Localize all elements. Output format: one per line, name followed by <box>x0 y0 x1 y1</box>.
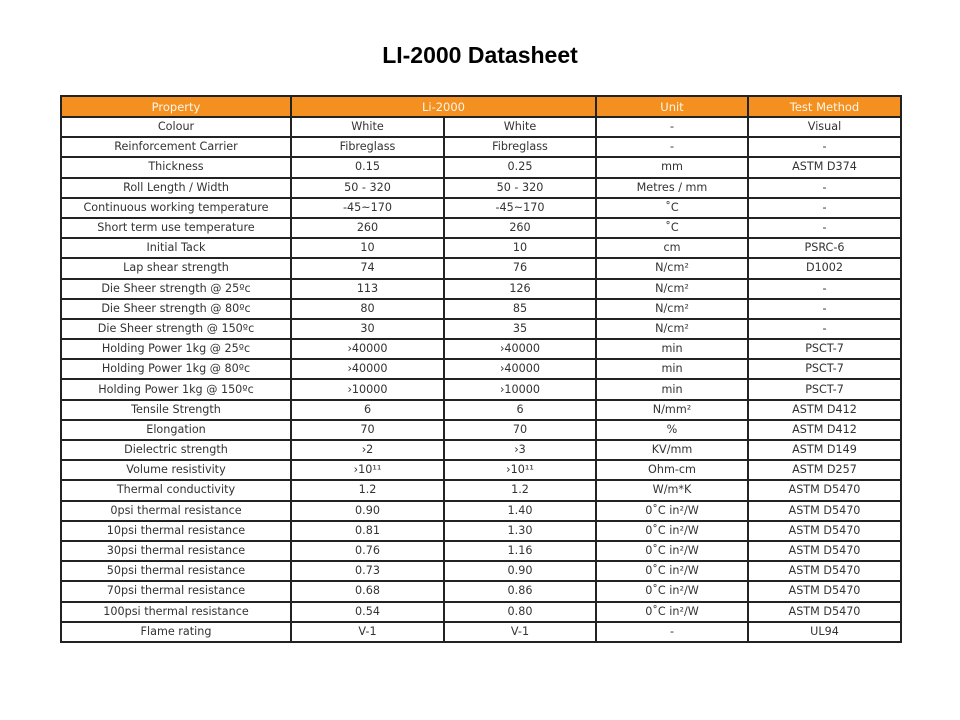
cell-test-method: D1002 <box>748 258 901 278</box>
cell-property: Holding Power 1kg @ 150ºc <box>61 379 291 399</box>
cell-unit: N/cm² <box>596 299 748 319</box>
cell-value-1: 0.54 <box>291 602 444 622</box>
table-row <box>61 521 901 541</box>
cell-property: Die Sheer strength @ 25ºc <box>61 279 291 299</box>
cell-unit: min <box>596 379 748 399</box>
cell-test-method: ASTM D149 <box>748 440 901 460</box>
table-row <box>61 117 901 137</box>
cell-test-method: ASTM D5470 <box>748 521 901 541</box>
cell-unit: N/cm² <box>596 279 748 299</box>
cell-property: Die Sheer strength @ 150ºc <box>61 319 291 339</box>
cell-test-method: PSCT-7 <box>748 379 901 399</box>
cell-unit: Metres / mm <box>596 178 748 198</box>
header-product: Li-2000 <box>291 96 596 117</box>
table-row <box>61 137 901 157</box>
table-row <box>61 319 901 339</box>
cell-value-2: ›10000 <box>444 379 596 399</box>
cell-value-1: 260 <box>291 218 444 238</box>
cell-test-method: - <box>748 137 901 157</box>
table-row <box>61 501 901 521</box>
cell-value-1: 30 <box>291 319 444 339</box>
table-body <box>61 117 901 642</box>
cell-value-2: ›40000 <box>444 359 596 379</box>
cell-value-2: 50 - 320 <box>444 178 596 198</box>
cell-value-2: 0.90 <box>444 561 596 581</box>
cell-test-method: Visual <box>748 117 901 137</box>
cell-value-2: 260 <box>444 218 596 238</box>
cell-value-1: 113 <box>291 279 444 299</box>
cell-value-1: ›2 <box>291 440 444 460</box>
cell-value-2: Fibreglass <box>444 137 596 157</box>
cell-value-2: 1.16 <box>444 541 596 561</box>
cell-unit: 0˚C in²/W <box>596 581 748 601</box>
cell-property: Initial Tack <box>61 238 291 258</box>
cell-test-method: ASTM D5470 <box>748 561 901 581</box>
cell-property: Volume resistivity <box>61 460 291 480</box>
cell-unit: % <box>596 420 748 440</box>
cell-property: Continuous working temperature <box>61 198 291 218</box>
cell-value-1: Fibreglass <box>291 137 444 157</box>
table-header-row <box>61 96 901 117</box>
cell-value-1: 0.81 <box>291 521 444 541</box>
cell-value-1: 80 <box>291 299 444 319</box>
cell-unit: W/m*K <box>596 480 748 500</box>
datasheet-table <box>60 95 902 643</box>
cell-unit: - <box>596 137 748 157</box>
cell-property: 70psi thermal resistance <box>61 581 291 601</box>
cell-value-2: 1.30 <box>444 521 596 541</box>
cell-unit: mm <box>596 157 748 177</box>
cell-test-method: ASTM D257 <box>748 460 901 480</box>
cell-test-method: - <box>748 279 901 299</box>
cell-test-method: ASTM D5470 <box>748 541 901 561</box>
table-row <box>61 561 901 581</box>
cell-test-method: PSCT-7 <box>748 339 901 359</box>
cell-value-2: 1.40 <box>444 501 596 521</box>
cell-value-1: 70 <box>291 420 444 440</box>
cell-property: 0psi thermal resistance <box>61 501 291 521</box>
cell-value-2: ›3 <box>444 440 596 460</box>
cell-value-1: 0.90 <box>291 501 444 521</box>
cell-unit: ˚C <box>596 198 748 218</box>
table-row <box>61 400 901 420</box>
cell-unit: ˚C <box>596 218 748 238</box>
cell-value-1: V-1 <box>291 622 444 642</box>
cell-property: Dielectric strength <box>61 440 291 460</box>
header-unit: Unit <box>596 96 748 117</box>
table-row <box>61 339 901 359</box>
cell-value-1: 6 <box>291 400 444 420</box>
cell-value-2: 35 <box>444 319 596 339</box>
cell-property: Thickness <box>61 157 291 177</box>
cell-test-method: PSCT-7 <box>748 359 901 379</box>
table-row <box>61 258 901 278</box>
cell-value-2: 126 <box>444 279 596 299</box>
table-row <box>61 279 901 299</box>
cell-test-method: - <box>748 198 901 218</box>
cell-value-2: -45~170 <box>444 198 596 218</box>
cell-unit: 0˚C in²/W <box>596 602 748 622</box>
cell-unit: - <box>596 117 748 137</box>
cell-value-1: 74 <box>291 258 444 278</box>
cell-property: Colour <box>61 117 291 137</box>
cell-test-method: - <box>748 319 901 339</box>
table-row <box>61 541 901 561</box>
table-row <box>61 622 901 642</box>
cell-value-1: ›10000 <box>291 379 444 399</box>
cell-value-2: ›10¹¹ <box>444 460 596 480</box>
cell-property: Roll Length / Width <box>61 178 291 198</box>
table-row <box>61 460 901 480</box>
cell-test-method: - <box>748 178 901 198</box>
cell-property: Thermal conductivity <box>61 480 291 500</box>
cell-value-2: 85 <box>444 299 596 319</box>
table-row <box>61 602 901 622</box>
cell-unit: 0˚C in²/W <box>596 521 748 541</box>
cell-test-method: ASTM D5470 <box>748 602 901 622</box>
cell-property: Lap shear strength <box>61 258 291 278</box>
cell-unit: N/cm² <box>596 319 748 339</box>
cell-unit: min <box>596 339 748 359</box>
table-row <box>61 420 901 440</box>
table-row <box>61 198 901 218</box>
cell-value-2: 10 <box>444 238 596 258</box>
cell-unit: - <box>596 622 748 642</box>
cell-value-1: 0.15 <box>291 157 444 177</box>
cell-value-1: 1.2 <box>291 480 444 500</box>
cell-value-2: 0.25 <box>444 157 596 177</box>
cell-test-method: ASTM D5470 <box>748 501 901 521</box>
cell-property: Elongation <box>61 420 291 440</box>
cell-value-2: ›40000 <box>444 339 596 359</box>
cell-test-method: ASTM D374 <box>748 157 901 177</box>
cell-property: 30psi thermal resistance <box>61 541 291 561</box>
cell-property: Die Sheer strength @ 80ºc <box>61 299 291 319</box>
table-row <box>61 218 901 238</box>
cell-value-1: ›40000 <box>291 339 444 359</box>
cell-unit: 0˚C in²/W <box>596 501 748 521</box>
table-row <box>61 379 901 399</box>
cell-unit: cm <box>596 238 748 258</box>
cell-unit: 0˚C in²/W <box>596 561 748 581</box>
cell-value-2: 0.80 <box>444 602 596 622</box>
cell-value-2: White <box>444 117 596 137</box>
cell-test-method: UL94 <box>748 622 901 642</box>
cell-value-1: ›10¹¹ <box>291 460 444 480</box>
cell-value-2: V-1 <box>444 622 596 642</box>
cell-test-method: ASTM D412 <box>748 400 901 420</box>
cell-property: 50psi thermal resistance <box>61 561 291 581</box>
cell-value-1: 0.68 <box>291 581 444 601</box>
cell-value-2: 6 <box>444 400 596 420</box>
cell-value-2: 70 <box>444 420 596 440</box>
cell-property: 100psi thermal resistance <box>61 602 291 622</box>
table-row <box>61 581 901 601</box>
cell-unit: min <box>596 359 748 379</box>
cell-property: Short term use temperature <box>61 218 291 238</box>
cell-property: Reinforcement Carrier <box>61 137 291 157</box>
cell-value-1: ›40000 <box>291 359 444 379</box>
cell-value-2: 1.2 <box>444 480 596 500</box>
table-row <box>61 157 901 177</box>
cell-unit: Ohm-cm <box>596 460 748 480</box>
cell-test-method: ASTM D412 <box>748 420 901 440</box>
cell-unit: 0˚C in²/W <box>596 541 748 561</box>
cell-value-2: 0.86 <box>444 581 596 601</box>
table-row <box>61 299 901 319</box>
cell-property: Tensile Strength <box>61 400 291 420</box>
cell-test-method: - <box>748 218 901 238</box>
cell-test-method: PSRC-6 <box>748 238 901 258</box>
cell-value-2: 76 <box>444 258 596 278</box>
cell-property: 10psi thermal resistance <box>61 521 291 541</box>
table-row <box>61 238 901 258</box>
cell-unit: N/mm² <box>596 400 748 420</box>
table-row <box>61 178 901 198</box>
cell-value-1: 10 <box>291 238 444 258</box>
header-test-method: Test Method <box>748 96 901 117</box>
table-row <box>61 440 901 460</box>
cell-value-1: 50 - 320 <box>291 178 444 198</box>
header-property: Property <box>61 96 291 117</box>
cell-property: Holding Power 1kg @ 25ºc <box>61 339 291 359</box>
table-row <box>61 359 901 379</box>
cell-unit: KV/mm <box>596 440 748 460</box>
cell-test-method: ASTM D5470 <box>748 581 901 601</box>
cell-value-1: -45~170 <box>291 198 444 218</box>
cell-value-1: White <box>291 117 444 137</box>
cell-test-method: - <box>748 299 901 319</box>
page-title: LI-2000 Datasheet <box>382 42 578 68</box>
cell-property: Holding Power 1kg @ 80ºc <box>61 359 291 379</box>
table-row <box>61 480 901 500</box>
cell-value-1: 0.73 <box>291 561 444 581</box>
cell-unit: N/cm² <box>596 258 748 278</box>
cell-test-method: ASTM D5470 <box>748 480 901 500</box>
cell-property: Flame rating <box>61 622 291 642</box>
cell-value-1: 0.76 <box>291 541 444 561</box>
